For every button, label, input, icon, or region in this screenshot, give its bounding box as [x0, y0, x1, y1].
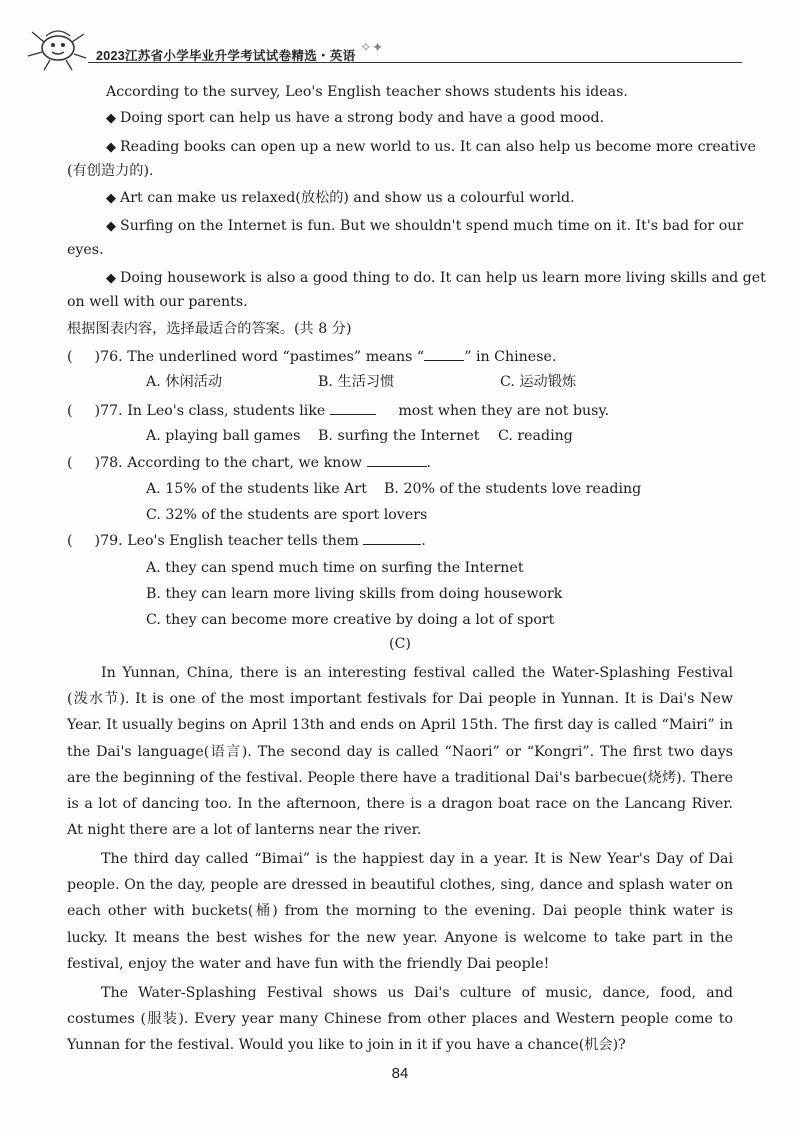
option-78-b[interactable]: B. 20% of the students love reading — [384, 481, 642, 497]
answer-paren-close: ) — [94, 403, 101, 419]
survey-bullet-internet-cont: eyes. — [67, 242, 104, 258]
question-number: 78. — [100, 455, 123, 471]
question-number: 76. — [100, 349, 123, 365]
question-stem-end: ” in Chinese. — [464, 349, 557, 365]
option-78-c[interactable]: C. 32% of the students are sport lovers — [146, 507, 428, 523]
question-79 — [67, 530, 426, 551]
header-divider — [88, 62, 742, 63]
question-stem: In Leo's class, students like — [127, 403, 326, 419]
answer-paren-open: ( — [67, 349, 73, 365]
section-label: (C) — [389, 636, 411, 652]
option-76-c[interactable]: C. 运动锻炼 — [500, 374, 577, 390]
answer-blank[interactable] — [367, 452, 427, 467]
question-stem-end: . — [421, 533, 426, 549]
passage-paragraph-2: The third day called “Bimai” is the happiest day in a year. It is New Year's Day of Dai people. On the day, people are dressed in beautiful clothes, sing, dance and splash water on each other with buckets(桶) from the morning to the evening. Dai people think water is lucky. It means the best wishes for the new year. Anyone is welcome to take part in the festival, enjoy the water and have fun with the friendly Dai people! — [67, 851, 733, 972]
option-79-a[interactable]: A. they can spend much time on surfing the Internet — [146, 560, 524, 576]
survey-bullet-reading-cont: (有创造力的). — [67, 163, 154, 179]
passage-paragraph-1: In Yunnan, China, there is an interesting festival called the Water-Splashing Festival (泼水节). It is one of the most important festivals for Dai people in Yunnan. It is Dai's New Year. It usually begins on April 13th and ends on April 15th. The first day is called “Mairi” in the Dai's language(语言). The second day is called “Naori” or “Kongri”. The first two days are the beginning of the festival. People there have a traditional Dai's barbecue(烧烤). There is a lot of dancing too. In the afternoon, there is a dragon boat race on the Lancang River. At night there are a lot of lanterns near the river. — [67, 665, 733, 839]
answer-blank[interactable] — [363, 530, 421, 545]
option-79-c[interactable]: C. they can become more creative by doing a lot of sport — [146, 612, 555, 628]
question-number: 77. — [100, 403, 123, 419]
question-77 — [67, 400, 609, 421]
answer-paren-close: ) — [94, 533, 101, 549]
survey-bullet-reading: ◆ Reading books can open up a new world to us. It can also help us become more creative — [106, 137, 756, 158]
question-stem-end: most when they are not busy. — [398, 403, 610, 419]
mascot-logo-icon — [20, 22, 90, 72]
question-78 — [67, 452, 431, 473]
question-stem: Leo's English teacher tells them — [127, 533, 359, 549]
option-79-b[interactable]: B. they can learn more living skills from doing housework — [146, 586, 563, 602]
answer-paren-close: ) — [94, 349, 101, 365]
option-76-a[interactable]: A. 休闲活动 — [146, 374, 223, 390]
survey-intro: According to the survey, Leo's English teacher shows students his ideas. — [106, 84, 628, 100]
question-stem: According to the chart, we know — [127, 455, 363, 471]
answer-blank[interactable] — [424, 346, 464, 361]
survey-bullet-housework: ◆ Doing housework is also a good thing to do. It can help us learn more living skills and get — [106, 268, 766, 289]
answer-paren-close: ) — [94, 455, 101, 471]
option-77-b[interactable]: B. surfing the Internet — [318, 428, 480, 444]
question-stem: The underlined word “pastimes” means “ — [127, 349, 425, 365]
survey-bullet-housework-cont: on well with our parents. — [67, 294, 248, 310]
page-number: 84 — [391, 1065, 409, 1082]
survey-bullet-sport: ◆ Doing sport can help us have a strong body and have a good mood. — [106, 108, 604, 129]
survey-bullet-art: ◆ Art can make us relaxed(放松的) and show us a colourful world. — [106, 188, 575, 209]
survey-bullet-internet: ◆ Surfing on the Internet is fun. But we shouldn't spend much time on it. It's bad for our — [106, 216, 743, 237]
header-title: 2023江苏省小学毕业升学考试试卷精选・英语 — [96, 49, 356, 63]
option-76-b[interactable]: B. 生活习惯 — [318, 374, 395, 390]
answer-paren-open: ( — [67, 455, 73, 471]
star-decoration-icon: ✧✦ — [360, 40, 384, 56]
question-number: 79. — [100, 533, 123, 549]
question-stem-end: . — [426, 455, 432, 471]
instruction: 根据图表内容，选择最适合的答案。(共 8 分) — [67, 321, 352, 337]
answer-blank[interactable] — [330, 400, 376, 415]
answer-paren-open: ( — [67, 533, 73, 549]
option-78-a[interactable]: A. 15% of the students like Art — [146, 481, 367, 497]
question-76 — [67, 346, 556, 367]
passage-paragraph-3: The Water-Splashing Festival shows us Dai's culture of music, dance, food, and costumes (服装). Every year many Chinese from other places and Western people come to Yunnan for the festival. Would you like to join in it if you have a chance(机会)? — [67, 985, 733, 1054]
option-77-a[interactable]: A. playing ball games — [146, 428, 301, 444]
option-77-c[interactable]: C. reading — [498, 428, 573, 444]
answer-paren-open: ( — [67, 403, 73, 419]
